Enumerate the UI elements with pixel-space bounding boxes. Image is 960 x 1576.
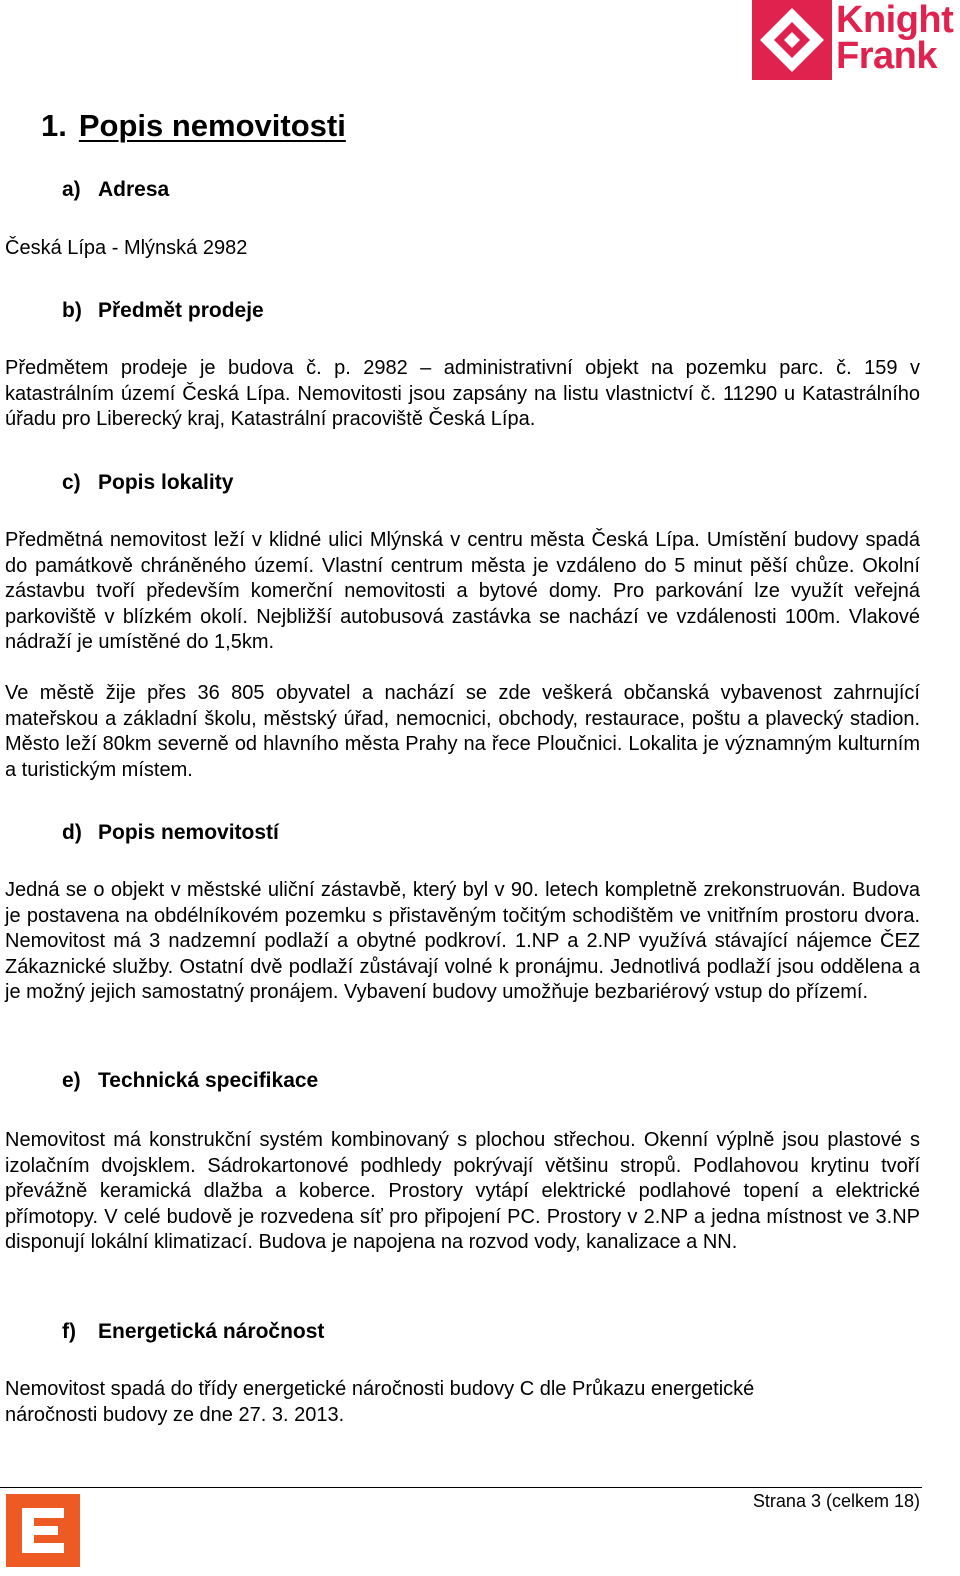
footer-divider (0, 1487, 922, 1488)
section-heading-popis-lokality (62, 471, 233, 495)
section-title: Popis nemovitostí (98, 821, 279, 844)
section-letter: f) (62, 1320, 76, 1343)
cez-logo-icon (6, 1494, 80, 1567)
paragraph-predmet-prodeje: Předmětem prodeje je budova č. p. 2982 – administrativní objekt na pozemku parc. č. 159 v katastrálním území Česká Lípa. Nemovitosti jsou zapsány na listu vlastnictví č. 11290 u Katastrálního úřadu pro Liberecký kraj, Katastrální pracoviště Česká Lípa. (5, 357, 920, 430)
paragraph-energeticka-narocnost: Nemovitost spadá do třídy energetické náročnosti budovy C dle Průkazu energetické náročnosti budovy ze dne 27. 3. 2013. (5, 1378, 755, 1426)
section-title: Popis lokality (98, 471, 234, 494)
section-letter: c) (62, 471, 81, 494)
section-heading-technicka-specifikace (62, 1069, 318, 1093)
title-number: 1. (41, 108, 67, 143)
paragraph-popis-nemovitosti: Jedná se o objekt v městské uliční zástavbě, který byl v 90. letech kompletně zrekonstruován. Budova je postavena na obdélníkovém pozemku s přistavěným točitým schodištěm ve vnitřním prostoru dvora. Nemovitost má 3 nadzemní podlaží a obytné podkroví. 1.NP a 2.NP využívá stávající nájemce ČEZ Zákaznické služby. Ostatní dvě podlaží zůstávají volné k pronájmu. Jednotlivá podlaží jsou oddělena a je možný jejich samostatný pronájem. Vybavení budovy umožňuje bezbariérový vstup do přízemí. (5, 879, 920, 1003)
title-text: Popis nemovitosti (78, 108, 346, 143)
knight-frank-wordmark (836, 0, 954, 77)
page-title (41, 108, 346, 144)
section-heading-adresa (62, 178, 169, 202)
page-number: Strana 3 (celkem 18) (752, 1491, 920, 1511)
section-heading-predmet-prodeje (62, 299, 264, 323)
section-letter: a) (62, 178, 81, 201)
section-heading-energeticka-narocnost (62, 1320, 324, 1344)
section-heading-popis-nemovitosti (62, 821, 279, 845)
section-title: Energetická náročnost (98, 1320, 325, 1343)
section-title: Předmět prodeje (98, 299, 264, 322)
knight-frank-logo (752, 0, 957, 82)
section-title: Technická specifikace (98, 1069, 319, 1092)
section-letter: b) (62, 299, 82, 322)
paragraph-technicka-specifikace: Nemovitost má konstrukční systém kombinovaný s plochou střechou. Okenní výplně jsou plastové s izolačním dvojsklem. Sádrokartonové podhledy pokrývají většinu stropů. Podlahovou krytinu tvoří převážně keramická dlažba a koberce. Prostory vytápí elektrické podlahové topení a elektrické přímotopy. V celé budově je rozvedena síť pro připojení PC. Prostory v 2.NP a jedna místnost ve 3.NP disponují lokální klimatizací. Budova je napojena na rozvod vody, kanalizace a NN. (5, 1129, 920, 1253)
cez-logo (6, 1494, 80, 1567)
section-letter: d) (62, 821, 82, 844)
section-title: Adresa (98, 178, 170, 201)
address-text: Česká Lípa - Mlýnská 2982 (5, 237, 248, 259)
paragraph-lokalita-2: Ve městě žije přes 36 805 obyvatel a nachází se zde veškerá občanská vybavenost zahrnující mateřskou a základní školu, městský úřad, nemocnici, obchody, restaurace, poštu a plavecký stadion. Město leží 80km severně od hlavního města Prahy na řece Ploučnici. Lokalita je významným kulturním a turistickým místem. (5, 682, 920, 781)
brand-line-2: Frank (836, 35, 937, 77)
brand-line-1: Knight (836, 0, 954, 41)
section-letter: e) (62, 1069, 81, 1092)
paragraph-lokalita-1: Předmětná nemovitost leží v klidné ulici Mlýnská v centru města Česká Lípa. Umístění budovy spadá do památkově chráněného území. Vlastní centrum města je vzdáleno do 5 minut pěší chůze. Okolní zástavbu tvoří především komerční nemovitosti a bytové domy. Pro parkování lze využít veřejná parkoviště v blízkém okolí. Nejbližší autobusová zastávka se nachází ve vzdálenosti 100m. Vlakové nádraží je umístěné do 1,5km. (5, 529, 920, 653)
knight-frank-emblem-icon (752, 0, 836, 82)
